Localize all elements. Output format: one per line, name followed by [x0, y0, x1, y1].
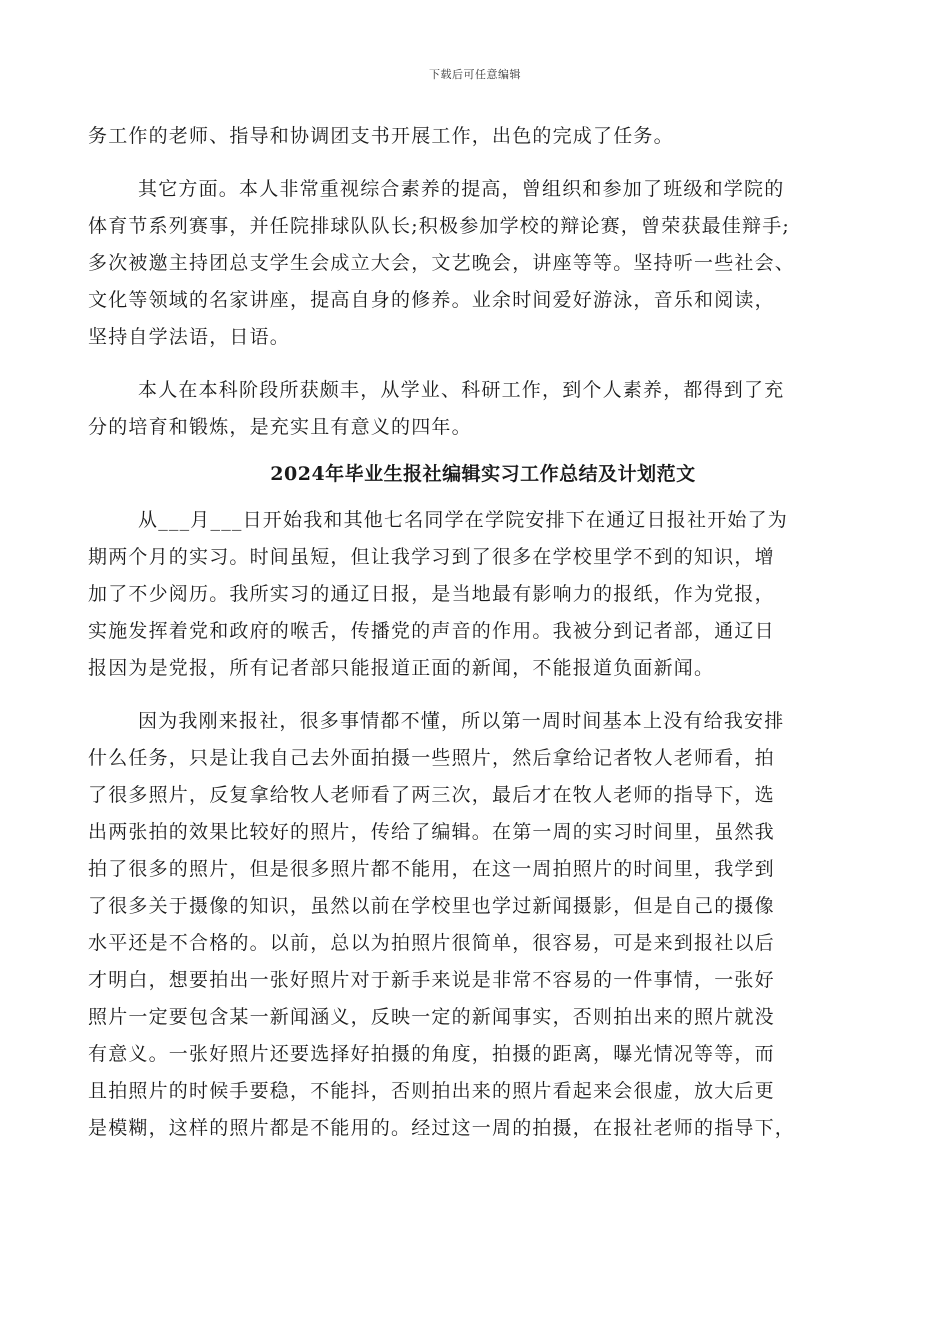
text-line: 了很多照片，反复拿给牧人老师看了两三次，最后才在牧人老师的指导下，选 [88, 784, 775, 806]
paragraph-first-week [88, 703, 870, 1147]
text-line: 坚持自学法语，日语。 [88, 326, 291, 348]
text-line: 报因为是党报，所有记者部只能报道正面的新闻，不能报道负面新闻。 [88, 657, 715, 679]
text-line: 实施发挥着党和政府的喉舌，传播党的声音的作用。我被分到记者部，通辽日 [88, 620, 775, 642]
text-line: 因为我刚来报社，很多事情都不懂，所以第一周时间基本上没有给我安排 [138, 710, 785, 732]
text-line: 出两张拍的效果比较好的照片，传给了编辑。在第一周的实习时间里，虽然我 [88, 821, 775, 843]
text-line: 多次被邀主持团总支学生会成立大会，文艺晚会，讲座等等。坚持听一些社会、 [88, 252, 796, 274]
text-line: 分的培育和锻炼，是充实且有意义的四年。 [88, 416, 472, 438]
text-line: 是模糊，这样的照片都是不能用的。经过这一周的拍摄，在报社老师的指导下， [88, 1117, 796, 1139]
text-line: 其它方面。本人非常重视综合素养的提高，曾组织和参加了班级和学院的 [138, 178, 785, 200]
paragraph-continuation [88, 118, 870, 155]
text-line: 加了不少阅历。我所实习的通辽日报，是当地最有影响力的报纸，作为党报， [88, 583, 775, 605]
text-line: 且拍照片的时候手要稳，不能抖，否则拍出来的照片看起来会很虚，放大后更 [88, 1080, 775, 1102]
text-line: 拍了很多的照片，但是很多照片都不能用，在这一周拍照片的时间里，我学到 [88, 858, 775, 880]
text-line: 了很多关于摄像的知识，虽然以前在学校里也学过新闻摄影，但是自己的摄像 [88, 895, 775, 917]
text-line: 从___月___日开始我和其他七名同学在学院安排下在通辽日报社开始了为 [138, 509, 789, 531]
section-title: 2024年毕业生报社编辑实习工作总结及计划范文 [270, 463, 696, 485]
text-line: 本人在本科阶段所获颇丰，从学业、科研工作，到个人素养，都得到了充 [138, 379, 785, 401]
text-line: 期两个月的实习。时间虽短，但让我学习到了很多在学校里学不到的知识，增 [88, 546, 775, 568]
text-line: 照片一定要包含某一新闻涵义，反映一定的新闻事实，否则拍出来的照片就没 [88, 1006, 775, 1028]
paragraph-summary [88, 372, 870, 446]
paragraph-other-aspects [88, 171, 870, 356]
document-body [88, 118, 870, 1147]
text-line: 文化等领域的名家讲座，提高自身的修养。业余时间爱好游泳，音乐和阅读， [88, 289, 775, 311]
text-line: 有意义。一张好照片还要选择好拍摄的角度，拍摄的距离，曝光情况等等，而 [88, 1043, 775, 1065]
paragraph-internship-intro [88, 502, 870, 687]
text-line: 体育节系列赛事，并任院排球队队长;积极参加学校的辩论赛，曾荣获最佳辩手; [88, 215, 791, 237]
text-line: 才明白，想要拍出一张好照片对于新手来说是非常不容易的一件事情，一张好 [88, 969, 775, 991]
text-line: 什么任务，只是让我自己去外面拍摄一些照片，然后拿给记者牧人老师看，拍 [88, 747, 775, 769]
page-header: 下载后可任意编辑 [429, 68, 521, 81]
text-line: 水平还是不合格的。以前，总以为拍照片很简单，很容易，可是来到报社以后 [88, 932, 775, 954]
text-line: 务工作的老师、指导和协调团支书开展工作，出色的完成了任务。 [88, 125, 674, 147]
